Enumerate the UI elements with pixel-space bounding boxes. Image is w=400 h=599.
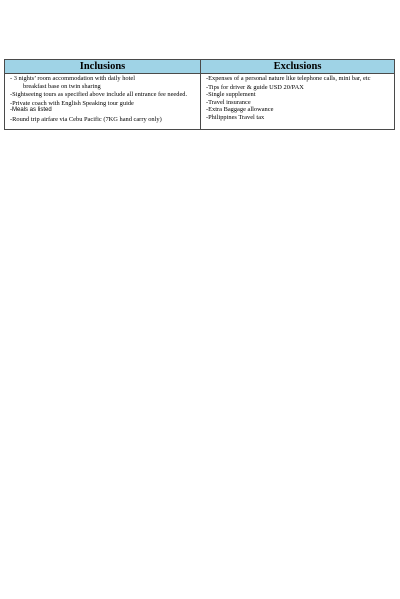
inclusions-header: Inclusions bbox=[5, 60, 201, 74]
exclusion-item-tips: -Tips for driver & guide USD 20/PAX bbox=[206, 83, 304, 91]
inclusion-item-airfare: -Round trip airfare via Cebu Pacific (7KG hand carry only) bbox=[10, 115, 162, 123]
table-header-row bbox=[5, 60, 395, 74]
inclusion-item-accommodation-line2: breakfast base on twin sharing bbox=[23, 82, 101, 90]
table-row bbox=[5, 74, 395, 130]
exclusions-header: Exclusions bbox=[201, 60, 395, 74]
exclusion-item-personal-expenses: -Expenses of a personal nature like telephone calls, mini bar, etc bbox=[206, 75, 371, 82]
inclusion-item-meals: -Meals as listed bbox=[10, 107, 52, 114]
inclusions-cell bbox=[5, 74, 201, 130]
exclusion-item-extra-baggage: -Extra Baggage allowance bbox=[206, 106, 274, 114]
inclusions-exclusions-table bbox=[4, 59, 395, 130]
inclusion-item-sightseeing: -Sightseeing tours as specified above include all entrance fee needed. bbox=[10, 91, 188, 99]
exclusion-item-travel-tax: -Philippines Travel tax bbox=[206, 113, 265, 121]
exclusion-item-single-supplement: -Single supplement bbox=[206, 91, 256, 99]
inclusion-item-private-coach: -Private coach with English Speaking tour guide bbox=[10, 99, 134, 107]
exclusion-item-travel-insurance: -Travel insurance bbox=[206, 98, 251, 106]
exclusions-cell bbox=[201, 74, 395, 130]
inclusion-item-accommodation bbox=[10, 75, 197, 90]
inclusion-item-accommodation-line1: - 3 nights’ room accommodation with daily hotel bbox=[10, 75, 136, 82]
